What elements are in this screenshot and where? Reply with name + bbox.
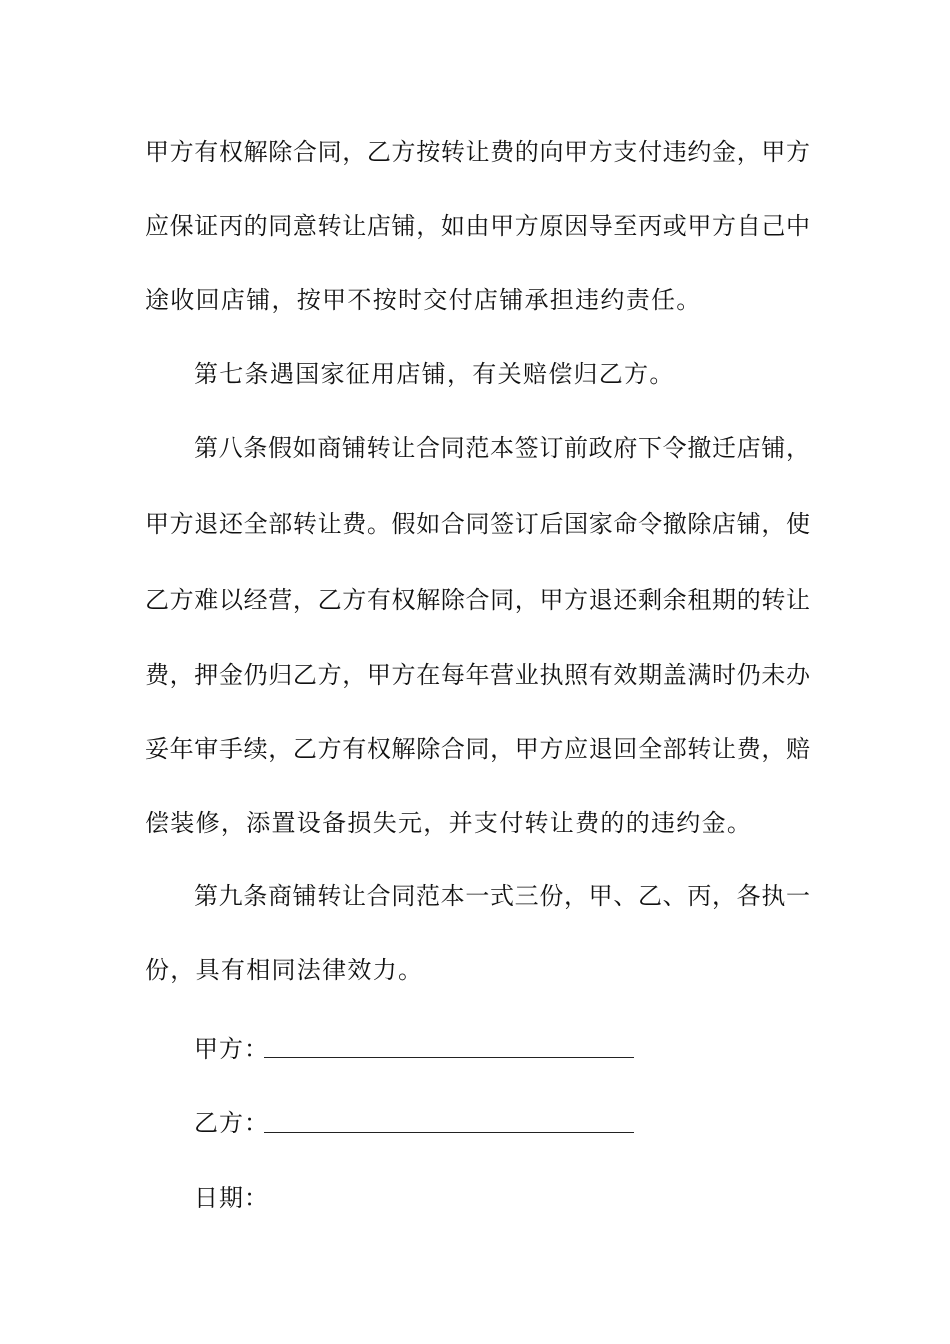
text-line: 途收回店铺，按甲不按时交付店铺承担违约责任。 — [145, 286, 702, 314]
party-b-signature-line — [264, 1132, 634, 1133]
party-a-signature-line — [264, 1057, 634, 1058]
text-line: 费，押金仍归乙方，甲方在每年营业执照有效期盖满时仍未办 — [145, 661, 810, 689]
party-b-label: 乙方： — [194, 1109, 269, 1137]
text-line: 妥年审手续，乙方有权解除合同，甲方应退回全部转让费，赔 — [145, 735, 810, 763]
party-a-label: 甲方： — [194, 1035, 269, 1063]
text-line: 份，具有相同法律效力。 — [145, 956, 424, 984]
article-7-line: 第七条遇国家征用店铺，有关赔偿归乙方。 — [194, 360, 675, 388]
date-label: 日期： — [194, 1184, 269, 1212]
text-line: 应保证丙的同意转让店铺，如由甲方原因导至丙或甲方自己中 — [145, 212, 810, 240]
text-line: 甲方退还全部转让费。假如合同签订后国家命令撤除店铺，使 — [145, 510, 810, 538]
article-9-line: 第九条商铺转让合同范本一式三份，甲、乙、丙，各执一 — [194, 882, 810, 910]
article-8-line: 第八条假如商铺转让合同范本签订前政府下令撤迁店铺， — [194, 434, 810, 462]
text-line: 甲方有权解除合同，乙方按转让费的向甲方支付违约金，甲方 — [145, 138, 810, 166]
text-line: 偿装修，添置设备损失元，并支付转让费的的违约金。 — [145, 809, 753, 837]
text-line: 乙方难以经营，乙方有权解除合同，甲方退还剩余租期的转让 — [145, 586, 810, 614]
